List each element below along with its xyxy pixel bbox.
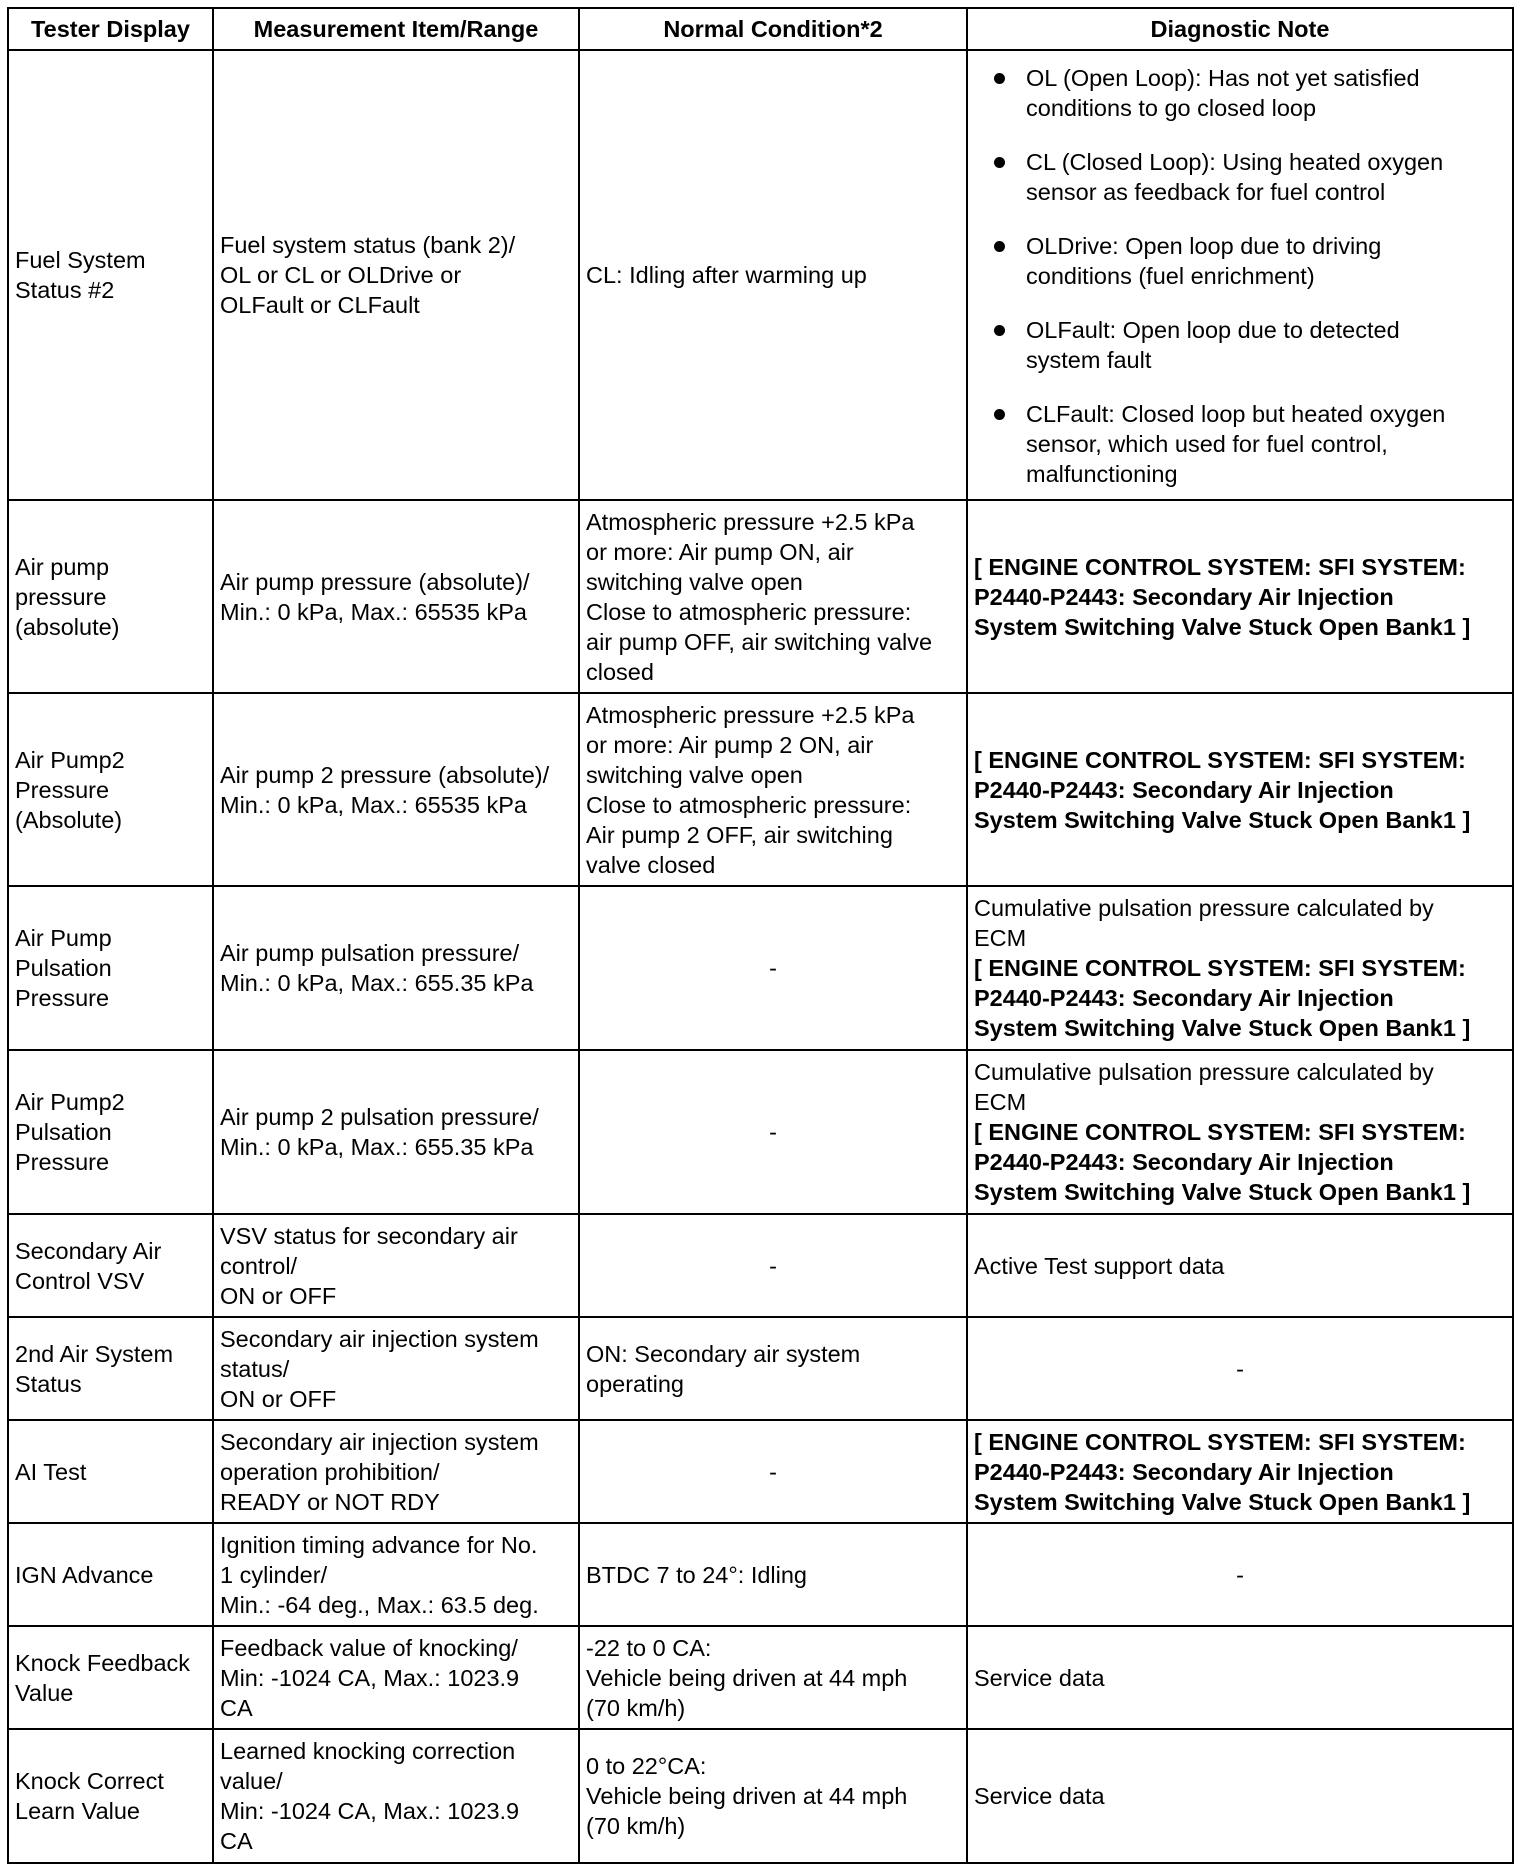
tester-display-cell: IGN Advance <box>8 1523 213 1626</box>
diagnostic-note-cell: Service data <box>967 1729 1513 1863</box>
tester-display-cell: Knock Feedback Value <box>8 1626 213 1729</box>
tester-display-cell: Secondary Air Control VSV <box>8 1214 213 1317</box>
diagnostic-note-cell <box>967 1420 1513 1523</box>
bullet-text: CLFault: Closed loop but heated oxygen sensor, which used for fuel control, malfunctioning <box>1026 401 1446 487</box>
reference-link[interactable]: [ ENGINE CONTROL SYSTEM: SFI SYSTEM: P2440-P2443: Secondary Air Injection System Switching Valve Stuck Open Bank1 ] <box>974 1119 1471 1205</box>
tester-display-cell: Air Pump Pulsation Pressure <box>8 886 213 1050</box>
diagnostic-note-cell <box>967 693 1513 886</box>
list-item <box>1026 63 1508 123</box>
measurement-cell: Air pump pressure (absolute)/ Min.: 0 kPa, Max.: 65535 kPa <box>213 500 579 693</box>
bullet-text: OLDrive: Open loop due to driving conditions (fuel enrichment) <box>1026 233 1382 289</box>
tester-display-cell: Air pump pressure (absolute) <box>8 500 213 693</box>
bullet-icon <box>994 157 1005 168</box>
measurement-cell: Air pump pulsation pressure/ Min.: 0 kPa, Max.: 655.35 kPa <box>213 886 579 1050</box>
measurement-cell: Ignition timing advance for No. 1 cylinder/ Min.: -64 deg., Max.: 63.5 deg. <box>213 1523 579 1626</box>
bullet-list <box>974 63 1508 489</box>
table-row <box>8 50 1513 500</box>
diagnostic-note-cell <box>967 1050 1513 1214</box>
normal-condition-cell: CL: Idling after warming up <box>579 50 967 500</box>
normal-condition-cell: Atmospheric pressure +2.5 kPa or more: Air pump ON, air switching valve open Close to atmospheric pressure: air pump OFF, air switching valve closed <box>579 500 967 693</box>
reference-link[interactable]: [ ENGINE CONTROL SYSTEM: SFI SYSTEM: P2440-P2443: Secondary Air Injection System Switching Valve Stuck Open Bank1 ] <box>974 1428 1471 1515</box>
header-tester-display: Tester Display <box>8 8 213 50</box>
bullet-icon <box>994 241 1005 252</box>
diagnostic-note-cell <box>967 886 1513 1050</box>
bullet-text: OLFault: Open loop due to detected system fault <box>1026 317 1400 373</box>
diagnostic-note-cell: - <box>967 1523 1513 1626</box>
measurement-cell: Air pump 2 pressure (absolute)/ Min.: 0 kPa, Max.: 65535 kPa <box>213 693 579 886</box>
tester-display-cell: AI Test <box>8 1420 213 1523</box>
tester-display-cell: Air Pump2 Pressure (Absolute) <box>8 693 213 886</box>
tester-display-cell: Fuel System Status #2 <box>8 50 213 500</box>
list-item <box>1026 231 1508 291</box>
table-row <box>8 1317 1513 1420</box>
header-diagnostic-note: Diagnostic Note <box>967 8 1513 50</box>
tester-display-cell: 2nd Air System Status <box>8 1317 213 1420</box>
measurement-cell: Secondary air injection system operation prohibition/ READY or NOT RDY <box>213 1420 579 1523</box>
measurement-cell: Air pump 2 pulsation pressure/ Min.: 0 kPa, Max.: 655.35 kPa <box>213 1050 579 1214</box>
tester-display-cell: Air Pump2 Pulsation Pressure <box>8 1050 213 1214</box>
normal-condition-cell: - <box>579 1050 967 1214</box>
normal-condition-cell: BTDC 7 to 24°: Idling <box>579 1523 967 1626</box>
table-row <box>8 1523 1513 1626</box>
reference-link[interactable]: [ ENGINE CONTROL SYSTEM: SFI SYSTEM: P2440-P2443: Secondary Air Injection System Switching Valve Stuck Open Bank1 ] <box>974 955 1471 1041</box>
list-item <box>1026 315 1508 375</box>
table-row <box>8 1050 1513 1214</box>
note-text: Cumulative pulsation pressure calculated by ECM <box>974 1059 1434 1115</box>
measurement-cell: Secondary air injection system status/ ON or OFF <box>213 1317 579 1420</box>
header-measurement: Measurement Item/Range <box>213 8 579 50</box>
diagnostic-note-cell: Active Test support data <box>967 1214 1513 1317</box>
table-row <box>8 693 1513 886</box>
normal-condition-cell: - <box>579 1214 967 1317</box>
list-item <box>1026 399 1508 489</box>
bullet-text: OL (Open Loop): Has not yet satisfied conditions to go closed loop <box>1026 65 1420 121</box>
normal-condition-cell: Atmospheric pressure +2.5 kPa or more: Air pump 2 ON, air switching valve open Close to atmospheric pressure: Air pump 2 OFF, air switching valve closed <box>579 693 967 886</box>
diagnostic-note-cell <box>967 500 1513 693</box>
header-normal-condition: Normal Condition*2 <box>579 8 967 50</box>
table-row <box>8 1214 1513 1317</box>
diagnostic-note-cell: - <box>967 1317 1513 1420</box>
tester-display-cell: Knock Correct Learn Value <box>8 1729 213 1863</box>
table-row <box>8 886 1513 1050</box>
normal-condition-cell: - <box>579 1420 967 1523</box>
table-row <box>8 1420 1513 1523</box>
normal-condition-cell: ON: Secondary air system operating <box>579 1317 967 1420</box>
measurement-cell: Learned knocking correction value/ Min: -1024 CA, Max.: 1023.9 CA <box>213 1729 579 1863</box>
table-row <box>8 1729 1513 1863</box>
measurement-cell: Fuel system status (bank 2)/ OL or CL or OLDrive or OLFault or CLFault <box>213 50 579 500</box>
bullet-icon <box>994 325 1005 336</box>
header-row <box>8 8 1513 50</box>
normal-condition-cell: 0 to 22°CA: Vehicle being driven at 44 mph (70 km/h) <box>579 1729 967 1863</box>
reference-link[interactable]: [ ENGINE CONTROL SYSTEM: SFI SYSTEM: P2440-P2443: Secondary Air Injection System Switching Valve Stuck Open Bank1 ] <box>974 746 1471 833</box>
normal-condition-cell: -22 to 0 CA: Vehicle being driven at 44 mph (70 km/h) <box>579 1626 967 1729</box>
table-row <box>8 1626 1513 1729</box>
diagnostic-note-cell: Service data <box>967 1626 1513 1729</box>
bullet-text: CL (Closed Loop): Using heated oxygen sensor as feedback for fuel control <box>1026 149 1444 205</box>
table-row <box>8 500 1513 693</box>
list-item <box>1026 147 1508 207</box>
measurement-cell: VSV status for secondary air control/ ON or OFF <box>213 1214 579 1317</box>
data-list-table <box>7 7 1514 1864</box>
note-text: Cumulative pulsation pressure calculated by ECM <box>974 895 1434 951</box>
reference-link[interactable]: [ ENGINE CONTROL SYSTEM: SFI SYSTEM: P2440-P2443: Secondary Air Injection System Switching Valve Stuck Open Bank1 ] <box>974 553 1471 640</box>
bullet-icon <box>994 73 1005 84</box>
normal-condition-cell: - <box>579 886 967 1050</box>
diagnostic-note-cell <box>967 50 1513 500</box>
bullet-icon <box>994 409 1005 420</box>
measurement-cell: Feedback value of knocking/ Min: -1024 CA, Max.: 1023.9 CA <box>213 1626 579 1729</box>
